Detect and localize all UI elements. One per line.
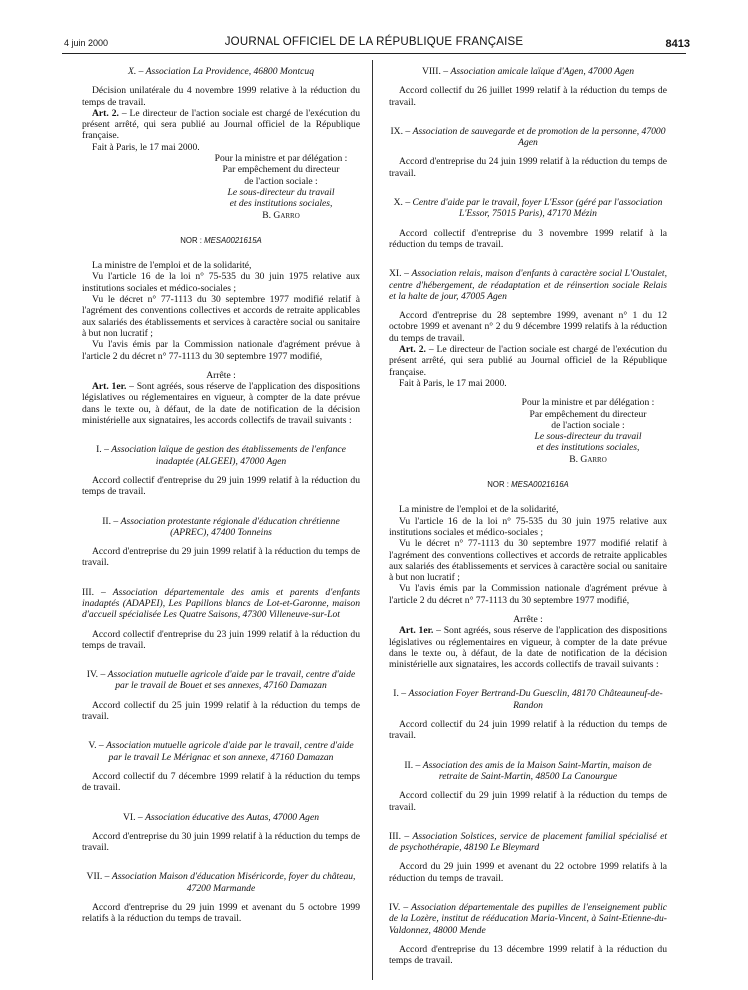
- nor-code: MESA0021616A: [511, 480, 569, 490]
- section-heading: II. – Association protestante régionale d'éducation chrétienne (APREC), 47400 Tonneins: [102, 515, 340, 538]
- signature-title: et des institutions sociales,: [536, 442, 640, 454]
- column-divider: [372, 60, 373, 980]
- section-heading: X. – Centre d'aide par le travail, foyer L'Essor (géré par l'association L'Essor, 75015 Paris), 47170 Mézin: [393, 197, 663, 220]
- arrete-heading: Arrête :: [206, 369, 236, 381]
- paragraph: Vu le décret n° 77-1113 du 30 septembre 1977 modifié relatif à l'agrément des conventions collectives et accords de retraite applicables aux salariés des établissements et services à caractère social ou sanitaire à but non lucratif ;: [389, 538, 667, 584]
- signature-line: de l'action sociale :: [244, 175, 318, 187]
- signatory-name: B. Garro: [262, 209, 300, 221]
- paragraph: La ministre de l'emploi et de la solidarité,: [399, 504, 559, 516]
- section-heading: IX. – Association de sauvegarde et de promotion de la personne, 47000 Agen: [390, 125, 666, 149]
- paragraph: Vu l'avis émis par la Commission nationale d'agrément prévue à l'article 2 du décret n° 77-1113 du 30 septembre 1977 modifié,: [82, 339, 360, 362]
- signature-line: Par empêchement du directeur: [529, 408, 647, 420]
- header-rule: [62, 53, 686, 54]
- paragraph: La ministre de l'emploi et de la solidarité,: [92, 260, 252, 272]
- section-heading: IV. – Association départementale des pupilles de l'enseignement public de la Lozère, institut de rééducation Maria-Vincent, à Saint-Etienne-du-Valdonnez, 48000 Mende: [389, 902, 667, 936]
- section-heading: III. – Association Solstices, service de placement familial spécialisé et de psychothérapie, 48190 Le Bleymard: [389, 830, 667, 854]
- signature-line: Par empêchement du directeur: [222, 164, 340, 176]
- section-heading: X. – Association La Providence, 46800 Montcuq: [128, 66, 314, 77]
- signature-line: de l'action sociale :: [551, 419, 625, 431]
- section-heading: IV. – Association mutuelle agricole d'aide par le travail, centre d'aide par le travail de Bouet et ses annexes, 47160 Damazan: [86, 669, 356, 692]
- arrete-heading: Arrête :: [513, 613, 543, 625]
- signature-line: [509, 431, 667, 442]
- paragraph: Accord d'entreprise du 29 juin 1999 relatif à la réduction du temps de travail.: [82, 546, 360, 569]
- signature-line: Pour la ministre et par délégation :: [521, 397, 655, 409]
- signature-title: Le sous-directeur du travail: [534, 431, 642, 443]
- section-heading: V. – Association mutuelle agricole d'aide par le travail, centre d'aide par le travail Le Mérignac et son annexe, 47160 Damazan: [88, 740, 354, 763]
- paragraph: Accord collectif du 7 décembre 1999 relatif à la réduction du temps de travail.: [82, 770, 360, 794]
- signature-title: Le sous-directeur du travail: [227, 186, 335, 198]
- nor-label: NOR :: [487, 480, 512, 490]
- article-text: – Le directeur de l'action sociale est chargé de l'exécution du présent arrêté, qui sera publié au Journal officiel de la République française.: [389, 344, 668, 378]
- paragraph: Accord collectif d'entreprise du 3 novembre 1999 relatif à la réduction du temps de travail.: [389, 227, 667, 250]
- section-heading: VIII. – Association amicale laïque d'Agen, 47000 Agen: [421, 66, 635, 77]
- place-date: Fait à Paris, le 17 mai 2000.: [399, 377, 507, 389]
- paragraph: Accord d'entreprise du 28 septembre 1999, avenant n° 1 du 12 octobre 1999 et avenant n° 2 du 9 décembre 1999 relatifs à la réduction du temps de travail.: [389, 310, 667, 344]
- paragraph: Accord collectif du 24 juin 1999 relatif à la réduction du temps de travail.: [389, 719, 667, 742]
- section-heading: III. – Association départementale des amis et parents d'enfants inadaptés (ADAPEI), Les Papillons blancs de Lot-et-Garonne, maison d'accueil spécialisée Les Quatre Saisons, 47300 Villeneuve-sur-Lot: [82, 586, 360, 621]
- paragraph: Vu l'avis émis par la Commission nationale d'agrément prévue à l'article 2 du décret n° 77-1113 du 30 septembre 1977 modifié,: [389, 583, 667, 606]
- article-label: Art. 1er.: [92, 381, 127, 393]
- article-text: – Le directeur de l'action sociale est chargé de l'exécution du présent arrêté, qui sera publié au Journal officiel de la République française.: [82, 107, 361, 142]
- signatory-name: B. Garro: [569, 453, 607, 465]
- article: [82, 381, 360, 426]
- right-column: [389, 66, 667, 967]
- nor-code: MESA0021615A: [204, 235, 262, 245]
- paragraph: Décision unilatérale du 4 novembre 1999 relative à la réduction du temps de travail.: [82, 85, 360, 108]
- journal-title: JOURNAL OFFICIEL DE LA RÉPUBLIQUE FRANÇAISE: [224, 36, 524, 48]
- section-heading: XI. – Association relais, maison d'enfants à caractère social L'Oustalet, centre d'hébergement, de réadaptation et de réinsertion sociale Relais et la halte de jour, 47005 Agen: [389, 268, 667, 302]
- page-header: [0, 10, 748, 50]
- article: [82, 108, 360, 142]
- section-heading: VII. – Association Maison d'éducation Miséricorde, foyer du château, 47200 Marmande: [86, 871, 356, 894]
- signature-line: Pour la ministre et par délégation :: [214, 153, 348, 165]
- section-heading: I. – Association laïque de gestion des établissements de l'enfance inadaptée (ALGEEI), 47000 Agen: [96, 444, 346, 467]
- page-number: 8413: [665, 38, 690, 50]
- nor-reference: [389, 479, 667, 490]
- article-label: Art. 2.: [399, 344, 426, 356]
- article-text: – Sont agréés, sous réserve de l'application des dispositions législatives ou réglementaires en vigueur, à compter de la date prévue dans le texte ou, à défaut, de la date de notification de la décision ministérielle aux signataires, les accords collectifs de travail suivants :: [389, 625, 667, 671]
- section-heading: VI. – Association éducative des Autas, 47000 Agen: [122, 811, 320, 823]
- signature-title: et des institutions sociales,: [229, 198, 333, 210]
- signature-line: [202, 187, 360, 198]
- article: [389, 344, 667, 378]
- article: [389, 625, 667, 670]
- paragraph: Accord d'entreprise du 24 juin 1999 relatif à la réduction du temps de travail.: [389, 156, 667, 179]
- left-column: [82, 66, 360, 925]
- signature-line: [509, 442, 667, 453]
- article-text: – Sont agréés, sous réserve de l'application des dispositions législatives ou réglementaires en vigueur, à compter de la date prévue dans le texte ou, à défaut, de la date de notification de la décision ministérielle aux signataires, les accords collectifs de travail suivants :: [82, 381, 360, 427]
- paragraph: Vu le décret n° 77-1113 du 30 septembre 1977 modifié relatif à l'agrément des conventions collectives et accords de retraite applicables aux salariés des établissements et services à caractère social ou sanitaire à but non lucratif ;: [82, 294, 360, 339]
- paragraph: Accord collectif d'entreprise du 29 juin 1999 relatif à la réduction du temps de travail.: [82, 474, 360, 498]
- paragraph: Accord collectif du 29 juin 1999 relatif à la réduction du temps de travail.: [389, 790, 667, 813]
- paragraph: Accord collectif du 26 juillet 1999 relatif à la réduction du temps de travail.: [389, 85, 667, 108]
- paragraph: Vu l'article 16 de la loi n° 75-535 du 30 juin 1975 relative aux institutions sociales et médico-sociales ;: [82, 271, 360, 294]
- paragraph: Accord collectif du 25 juin 1999 relatif à la réduction du temps de travail.: [82, 699, 360, 723]
- section-heading: II. – Association des amis de la Maison Saint-Martin, maison de retraite de Saint-Martin, 48500 La Canourgue: [404, 759, 652, 782]
- section-heading: I. – Association Foyer Bertrand-Du Guesclin, 48170 Châteauneuf-de-Randon: [393, 688, 663, 711]
- paragraph: Accord du 29 juin 1999 et avenant du 22 octobre 1999 relatifs à la réduction du temps de travail.: [389, 861, 667, 884]
- paragraph: Accord d'entreprise du 29 juin 1999 et avenant du 5 octobre 1999 relatifs à la réduction du temps de travail.: [82, 902, 360, 925]
- paragraph: Vu l'article 16 de la loi n° 75-535 du 30 juin 1975 relative aux institutions sociales et médico-sociales ;: [389, 515, 667, 538]
- article-label: Art. 2.: [92, 107, 119, 119]
- issue-date: 4 juin 2000: [64, 38, 109, 48]
- nor-reference: [82, 235, 360, 246]
- paragraph: Accord d'entreprise du 13 décembre 1999 relatif à la réduction du temps de travail.: [389, 943, 667, 967]
- signature-line: [202, 198, 360, 209]
- place-date: Fait à Paris, le 17 mai 2000.: [92, 141, 200, 153]
- nor-label: NOR :: [180, 235, 205, 245]
- paragraph: Accord d'entreprise du 30 juin 1999 relatif à la réduction du temps de travail.: [82, 830, 360, 854]
- article-label: Art. 1er.: [399, 625, 434, 637]
- paragraph: Accord collectif d'entreprise du 23 juin 1999 relatif à la réduction du temps de travail.: [82, 628, 360, 651]
